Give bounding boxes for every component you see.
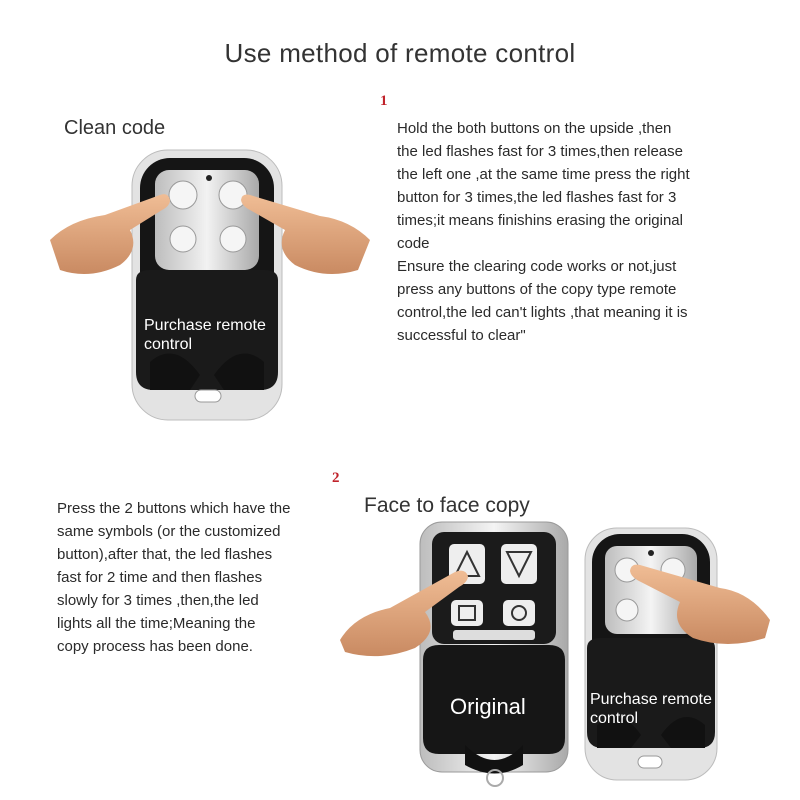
- purchase-remote-line-1: Purchase remote: [590, 691, 712, 708]
- instruction-line: fast for 2 time and then flashes: [57, 569, 263, 586]
- instruction-line: the left one ,at the same time press the right: [397, 166, 690, 183]
- led-indicator: [206, 175, 212, 181]
- instruction-line: lights all the time;Meaning the: [57, 615, 256, 632]
- face-to-face-illustration: [335, 520, 775, 790]
- square-button: [451, 600, 483, 626]
- clean-code-illustration: [40, 140, 380, 430]
- button-3: [170, 226, 196, 252]
- instruction-line: button for 3 times,the led flashes fast for 3: [397, 189, 677, 206]
- lock-button: [169, 181, 197, 209]
- instruction-line: times;it means finishins erasing the original: [397, 212, 683, 229]
- original-remote: [420, 522, 568, 786]
- instruction-line: Press the 2 buttons which have the: [57, 500, 291, 517]
- clean-code-instructions: [397, 117, 742, 347]
- instruction-line: code: [397, 235, 430, 252]
- instruction-line: copy process has been done.: [57, 638, 253, 655]
- clean-code-heading: Clean code: [64, 117, 166, 139]
- copy-instructions: [57, 497, 325, 658]
- instruction-line: Ensure the clearing code works or not,just: [397, 258, 677, 275]
- purchase-remote-label-2: [590, 690, 712, 728]
- page-title: Use method of remote control: [224, 38, 576, 68]
- led-indicator: [648, 550, 654, 556]
- instruction-line: successful to clear": [397, 327, 526, 344]
- button-4: [220, 226, 246, 252]
- instruction-line: button),after that, the led flashes: [57, 546, 273, 563]
- unlock-button: [219, 181, 247, 209]
- remote-body: [132, 150, 282, 420]
- original-label: Original: [450, 694, 526, 719]
- purchase-remote-line-2: control: [590, 710, 639, 727]
- purchase-remote-label-1: [144, 316, 266, 354]
- instruction-line: control,the led can't lights ,that meaning it is: [397, 304, 688, 321]
- purchase-remote-line-2: control: [144, 336, 193, 353]
- circle-button: [503, 600, 535, 626]
- instruction-line: press any buttons of the copy type remote: [397, 281, 677, 298]
- purchase-remote: [585, 528, 717, 780]
- instruction-line: same symbols (or the customized: [57, 523, 281, 540]
- instruction-line: slowly for 3 times ,then,the led: [57, 592, 259, 609]
- instruction-line: the led flashes fast for 3 times,then release: [397, 143, 683, 160]
- step-number-2: 2: [332, 470, 340, 486]
- face-to-face-heading: Face to face copy: [364, 494, 530, 517]
- step-number-1: 1: [380, 93, 388, 109]
- button-3: [616, 599, 638, 621]
- purchase-remote-line-1: Purchase remote: [144, 317, 266, 334]
- instruction-line: Hold the both buttons on the upside ,then: [397, 120, 672, 137]
